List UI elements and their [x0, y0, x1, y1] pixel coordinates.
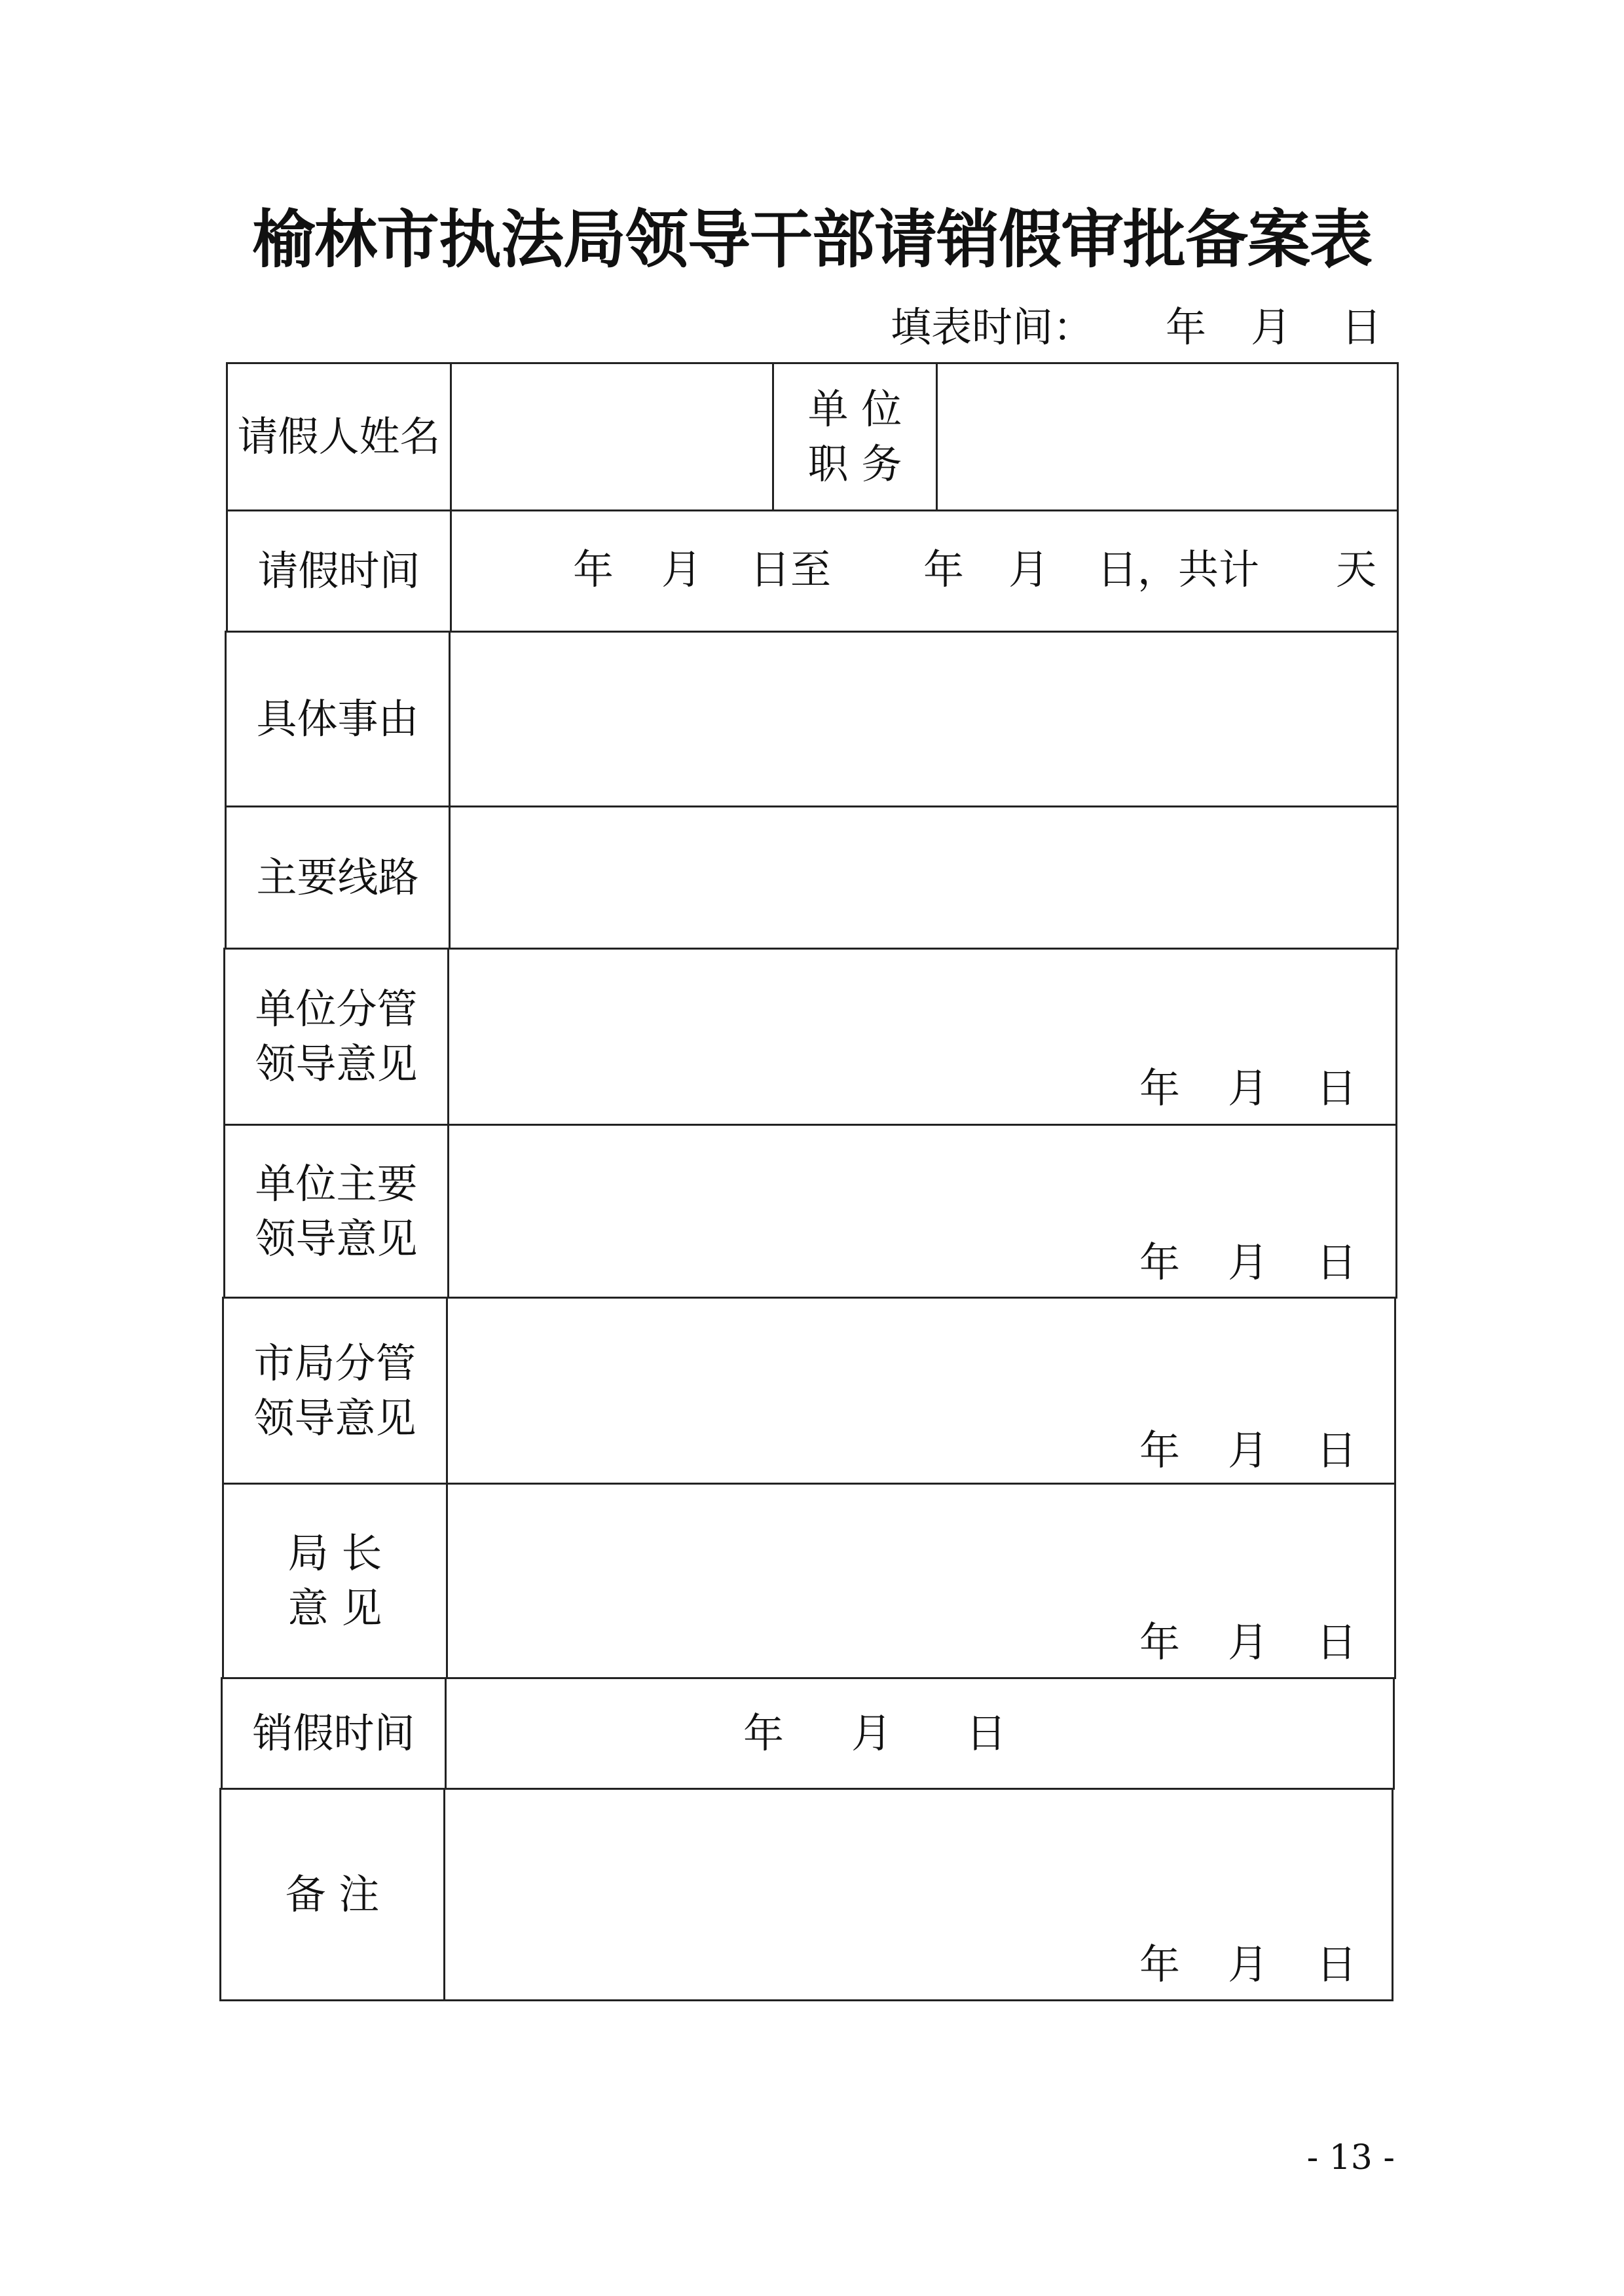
leave-time-label: 请假时间: [257, 547, 420, 595]
leave-start-day-to: 日至: [750, 546, 832, 593]
page-number: - 13 -: [1306, 2138, 1395, 2177]
return-year: 年: [743, 1709, 784, 1757]
unit-deputy-month: 月: [1228, 1064, 1269, 1112]
director-label: 局 长 意 见: [287, 1529, 382, 1632]
director-year: 年: [1139, 1618, 1181, 1666]
director-day: 日: [1316, 1618, 1357, 1666]
fill-date-year: 年: [1166, 303, 1207, 351]
return-time-label: 销假时间: [252, 1709, 415, 1757]
name-input-cell[interactable]: [450, 362, 774, 511]
return-month: 月: [851, 1709, 893, 1757]
unit-deputy-day: 日: [1316, 1064, 1357, 1112]
leave-end-day-total: 日，共计: [1097, 546, 1260, 593]
leave-end-month: 月: [1008, 546, 1050, 593]
remarks-label: 备 注: [285, 1870, 380, 1918]
leave-end-year: 年: [923, 546, 965, 593]
city-deputy-day: 日: [1316, 1426, 1357, 1474]
document-title: 榆林市执法局领导干部请销假审批备案表: [252, 203, 1372, 276]
unit-deputy-year: 年: [1139, 1064, 1181, 1112]
unit-main-label: 单位主要 领导意见: [255, 1159, 418, 1263]
return-time-input-cell[interactable]: [445, 1677, 1395, 1790]
city-deputy-label: 市局分管 领导意见: [253, 1339, 416, 1442]
unit-position-label: 单 位 职 务: [807, 385, 902, 488]
unit-main-month: 月: [1228, 1238, 1269, 1286]
leave-days-unit: 天: [1336, 546, 1377, 593]
fill-date-day: 日: [1341, 303, 1382, 351]
return-day: 日: [966, 1709, 1007, 1757]
unit-main-year: 年: [1139, 1238, 1181, 1286]
leave-start-year: 年: [573, 546, 614, 593]
unit-deputy-label: 单位分管 领导意见: [255, 985, 418, 1088]
fill-date-month: 月: [1251, 303, 1292, 351]
reason-input-cell[interactable]: [449, 631, 1399, 807]
city-deputy-year: 年: [1139, 1426, 1181, 1474]
city-deputy-month: 月: [1228, 1426, 1269, 1474]
remarks-day: 日: [1316, 1940, 1357, 1988]
unit-main-day: 日: [1316, 1238, 1357, 1286]
leave-start-month: 月: [661, 546, 703, 593]
route-input-cell[interactable]: [449, 805, 1399, 950]
unit-position-input-cell[interactable]: [936, 362, 1399, 511]
fill-date-label: 填表时间：: [891, 303, 1094, 351]
name-label: 请假人姓名: [237, 413, 441, 460]
route-label: 主要线路: [256, 853, 419, 901]
remarks-month: 月: [1228, 1940, 1269, 1988]
remarks-year: 年: [1139, 1940, 1181, 1988]
director-month: 月: [1228, 1618, 1269, 1666]
reason-label: 具体事由: [256, 695, 419, 743]
